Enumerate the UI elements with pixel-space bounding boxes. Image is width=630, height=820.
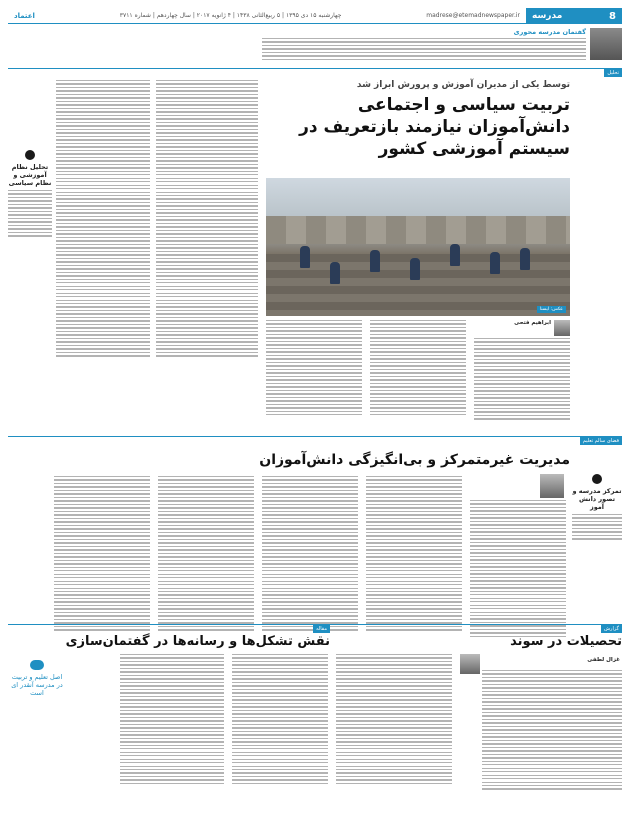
- divider: [8, 68, 622, 69]
- header-bar: [8, 8, 526, 24]
- email-link[interactable]: madrese@etemadnewspaper.ir: [426, 12, 520, 19]
- masthead: [8, 8, 622, 24]
- section3-right-headline: تحصیلات در سوند: [510, 634, 622, 649]
- sidebar-title: تحلیل نظام آموزشی و نظام سیاسی: [8, 163, 52, 187]
- section2-author-photo: [540, 474, 564, 498]
- section-name: مدرسه: [532, 11, 563, 21]
- intro-text: [262, 28, 586, 64]
- quote-icon: [30, 660, 44, 670]
- author-byline: [470, 320, 570, 336]
- section2-sidebox: [572, 474, 622, 542]
- sidebox-title: اصل تعلیم و تربیت در مدرسه آنقدر ای است: [11, 673, 63, 697]
- sidebox-body: [572, 514, 622, 540]
- section2-column-5: [54, 476, 150, 633]
- article-headline: تربیت سیاسی و اجتماعی دانش‌آموزان نیازمند بازتعریف در سیستم آموزشی کشور: [299, 95, 570, 159]
- article-column-1: [474, 338, 570, 422]
- date-line: چهارشنبه ۱۵ دی ۱۳۹۵ | ۵ ربیع‌الثانی ۱۴۳۸ | ۴ ژانویه ۲۰۱۷ | سال چهاردهم | شماره ۳۷۱۱: [119, 12, 342, 19]
- section2-column-3: [262, 476, 358, 633]
- article-photo: [266, 178, 570, 316]
- article-tag: تحلیل: [604, 69, 622, 77]
- section3-author-name: غزال لطفی: [587, 657, 620, 663]
- author-avatar: [554, 320, 570, 336]
- section3-left-column-1: [232, 654, 328, 786]
- section2-column-4: [158, 476, 254, 633]
- section3-left-column-2: [120, 654, 224, 786]
- author-name: ابراهیم فتحی: [514, 320, 551, 326]
- section3-author-photo: [460, 654, 480, 674]
- article-column-5: [56, 80, 150, 359]
- article-column-4: [156, 80, 258, 359]
- section3-left-headline: نقش تشکل‌ها و رسانه‌ها در گفتمان‌سازی: [65, 634, 330, 649]
- sidebox-title: تمرکز مدرسه و تصور دانش آموز: [572, 487, 622, 511]
- section2-column-1: [470, 500, 566, 639]
- quote-icon: [25, 150, 35, 160]
- newspaper-logo: اعتماد: [14, 11, 35, 20]
- section3-sidebox: [8, 660, 66, 697]
- section-label: [526, 8, 622, 24]
- section2-tag: فضای سالم تعلیم: [580, 437, 622, 445]
- section2-column-2: [366, 476, 462, 633]
- photo-caption: عکس: ایسنا: [537, 306, 566, 313]
- intro-photo: [590, 28, 622, 60]
- section3-right-column-2: [336, 654, 452, 786]
- intro-body: [262, 38, 586, 60]
- sidebar-body: [8, 190, 52, 237]
- quote-icon: [592, 474, 602, 484]
- article-column-2: [370, 320, 466, 418]
- sidebar-quote: [8, 150, 52, 239]
- section3-left-tag: مقاله: [313, 625, 330, 633]
- article-kicker: توسط یکی از مدیران آموزش و پرورش ابراز شد: [356, 80, 570, 90]
- intro-strip: [262, 28, 622, 64]
- section2-headline: مدیریت غیرمتمرکز و بی‌انگیزگی دانش‌آموزان: [259, 452, 570, 468]
- intro-title: گفتمان مدرسه محوری: [513, 28, 586, 36]
- section3-right-column-1: [482, 670, 622, 792]
- section3-right-tag: گزارش: [601, 625, 622, 633]
- article-column-3: [266, 320, 362, 418]
- page-number: 8: [609, 10, 616, 22]
- divider: [8, 436, 622, 437]
